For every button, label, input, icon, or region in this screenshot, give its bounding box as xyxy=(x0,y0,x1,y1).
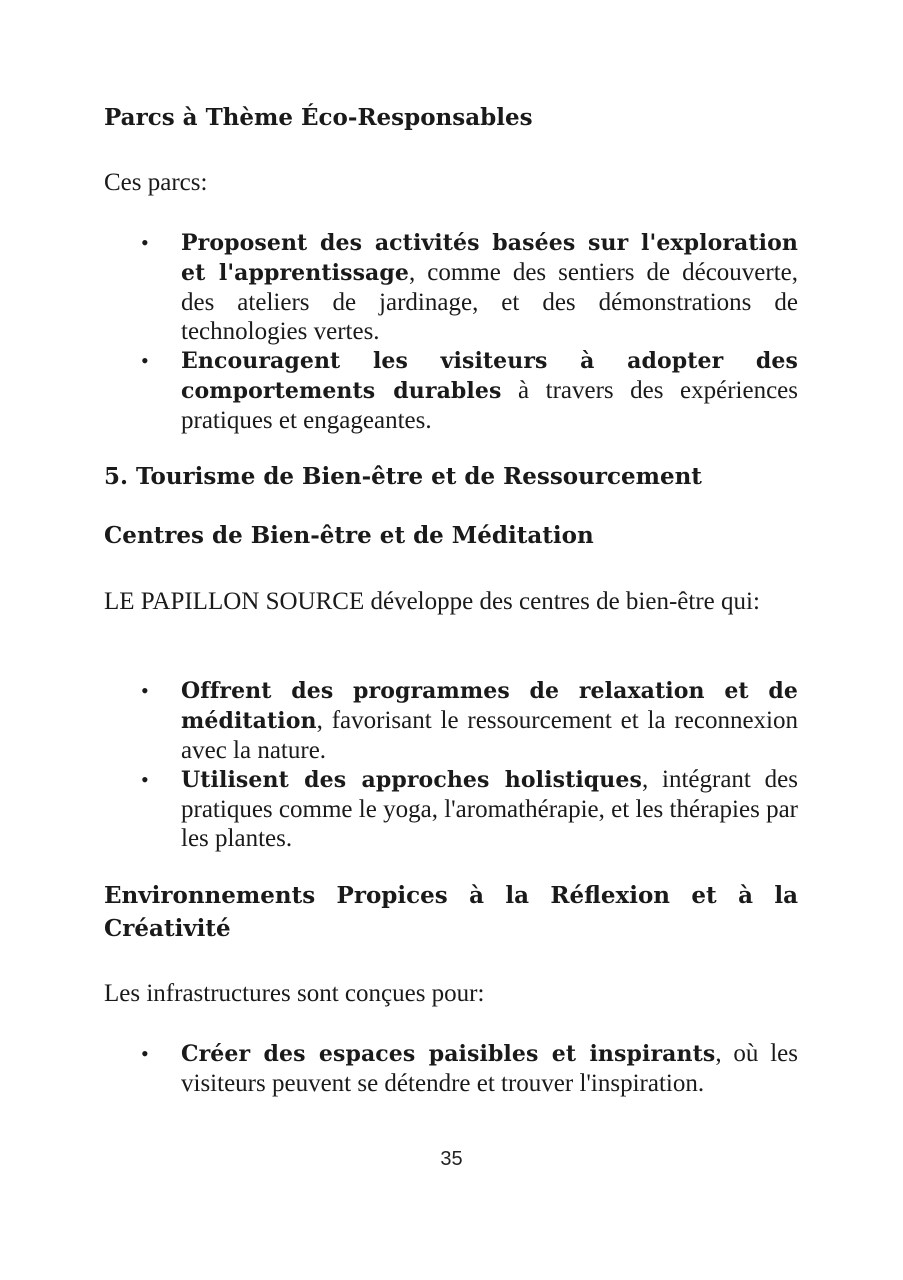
bullet-icon: • xyxy=(141,678,149,703)
list-item-text: , favorisant le ressourcement et la reconnexion avec la nature. xyxy=(181,707,798,764)
bullet-icon: • xyxy=(141,767,149,792)
bullet-list-wellness-centers xyxy=(104,676,798,853)
list-item-bold: Créer des espaces paisibles et inspirants xyxy=(181,1041,716,1067)
list-item xyxy=(104,1039,798,1098)
section-intro-wellness-centers: LE PAPILLON SOURCE développe des centres de bien-être qui: xyxy=(104,588,760,615)
bullet-icon: • xyxy=(141,1041,149,1066)
list-item xyxy=(104,765,798,853)
section-intro-eco-parks: Ces parcs: xyxy=(104,169,208,196)
section-heading-wellness-tourism: 5. Tourisme de Bien-être et de Ressourcement xyxy=(104,463,702,490)
bullet-list-reflection-environments xyxy=(104,1039,798,1098)
list-item xyxy=(104,676,798,765)
list-item-bold: Proposent des activités basées sur l'exploration et l'apprentissage xyxy=(181,230,798,286)
section-heading-eco-parks: Parcs à Thème Éco-Responsables xyxy=(104,104,533,131)
bullet-icon: • xyxy=(141,230,149,255)
bullet-list-eco-parks xyxy=(104,228,798,435)
list-item-text: , comme des sentiers de découverte, des ateliers de jardinage, et des démonstrations de technologies vertes. xyxy=(181,259,799,345)
bullet-icon: • xyxy=(141,348,149,373)
section-intro-reflection-environments: Les infrastructures sont conçues pour: xyxy=(104,980,485,1007)
page-number: 35 xyxy=(440,1148,463,1170)
list-item xyxy=(104,346,798,435)
list-item-text: , où les visiteurs peuvent se détendre et trouver l'inspiration. xyxy=(181,1040,798,1097)
list-item-bold: Encouragent les visiteurs à adopter des comportements durables xyxy=(181,348,798,404)
section-heading-wellness-centers: Centres de Bien-être et de Méditation xyxy=(104,522,594,549)
list-item-bold: Offrent des programmes de relaxation et de méditation xyxy=(181,678,798,734)
list-item-bold: Utilisent des approches holistiques xyxy=(181,767,642,793)
list-item-text: , intégrant des pratiques comme le yoga, l'aromathérapie, et les thérapies par les plantes. xyxy=(181,766,798,852)
list-item-text: à travers des expériences pratiques et engageantes. xyxy=(181,377,799,434)
list-item xyxy=(104,228,798,346)
section-heading-reflection-environments: Environnements Propices à la Réflexion et à la Créativité xyxy=(104,882,798,942)
